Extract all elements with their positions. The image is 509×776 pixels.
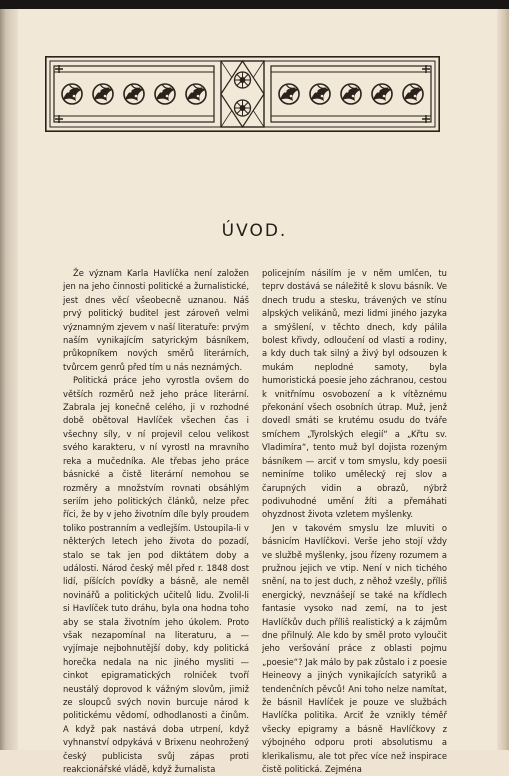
acanthus-leaf-icon <box>62 84 82 104</box>
page-right-edge <box>497 9 509 750</box>
book-binding-shadow <box>0 9 18 750</box>
acanthus-leaf-icon <box>186 84 206 104</box>
rosette-icon <box>235 100 251 116</box>
paragraph: Že význam Karla Havlíčka není založen jen na jeho činnosti politické a žurnalistické, jest dnes věcí všeobecně uznanou. Náš prvý politický buditel jest zároveň velmi významným zjevem v naší literatuře: prvým naším vynikajícím satyrickým básníkem, průkopníkem nových směrů literárních, tvůrcem genrů před tím u nás neznámých. <box>63 268 249 372</box>
page-title: ÚVOD. <box>221 221 288 241</box>
ornamental-headpiece <box>45 56 440 132</box>
acanthus-leaf-icon <box>341 84 361 104</box>
acanthus-leaf-icon <box>310 84 330 104</box>
acanthus-leaf-icon <box>124 84 144 104</box>
scan-top-edge <box>0 0 509 9</box>
acanthus-leaf-icon <box>279 84 299 104</box>
acanthus-leaf-icon <box>155 84 175 104</box>
text-column-right <box>262 267 447 776</box>
acanthus-leaf-icon <box>93 84 113 104</box>
text-column-left <box>63 267 249 776</box>
acanthus-leaf-icon <box>372 84 392 104</box>
acanthus-leaf-icon <box>403 84 423 104</box>
paragraph: Politická práce jeho vyrostla ovšem do větších rozměrů než jeho práce literární. Zabrala jej konečně celého, ji v rozhodné době obětoval Havlíček všechen čas i všechny síly, v ní projevil celou velikost svého karakteru, v ní vyrostl na mravního reka a mučedníka. Ale třebas jeho práce básnické a čistě literární nemohou se rozměry a množstvím rovnati obsáhlým seriím jeho politických článků, nelze přec říci, že by v jeho životním díle byly proudem toliko postranním a vedlejším. Ustoupila-li v některých letech jeho života do pozadí, stalo se tak jen pod diktátem doby a události. Národ český měl před r. 1848 dost lidí, píšících povídky a básně, ale neměl novinářů a politických učitelů lidu. Zvolil-li si Havlíček tuto dráhu, byla ona hodna toho aby se stala životním jeho úkolem. Proto však nezapomínal na literaturu, a — vyjímaje nejbohnutější doby, kdy politická horečka nedala na nic jiného mysliti — cinkot epigramatických rolniček tvoří neustálý doprovod k vážným slovům, jimiž ze sloupců svých novin burcuje národ k politickému vědomí, odhodlanosti a činům. A když pak nastává doba utrpení, když vyhnanství odpykává v Brixenu neohrožený český publicista svůj zápas proti reakcionářské vládě, když žurnalista <box>63 375 249 775</box>
paragraph: policejním násilím je v něm umlčen, tu teprv dostává se náležitě k slovu básník. Ve dnech trudu a stesku, trávených ve stínu alpských velikánů, mezi lidmi jiného jazyka a smýšlení, v těchto dnech, kdy pálila bolest křivdy, odloučení od vlasti a rodiny, a kdy duch tak silný a živý byl odsouzen k mukám neplodné samoty, byla humoristická poesie jeho záchranou, cestou k vnitřnímu osvobození a k vítěznému překonání všech osobních útrap. Muž, jenž dovedl smáti se krutému osudu do tváře smíchem „Tyrolských elegií“ a „Křtu sv. Vladimíra“, tento muž byl dojista rozeným básníkem — arciť v tom smyslu, kdy poesii neminíme toliko umělecký rej slov a čarupných vidin a obrazů, nýbrž podivuhodné umění žíti a přemáhati ohyzdnost života vzletem myšlenky. <box>262 268 447 520</box>
rosette-icon <box>235 72 251 88</box>
paragraph: Jen v takovém smyslu lze mluviti o básnicím Havlíčkovi. Verše jeho stojí vždy ve službě myšlenky, jsou řízeny rozumem a pružnou jejich ve vtip. Není v nich tichého snění, na to jest duch, z něhož vzešly, příliš energický, nevznášejí se také na křídlech fantasie vysoko nad zemí, na to jest Havlíčkův duch příliš realistický a k zájmům dne přilnulý. Ale kdo by směl proto vyloučit jeho veršování práce z oblasti pojmu „poesie“? Jak málo by pak zůstalo i z poesie Heineovy a jiných vynikajících satyriků a tendenčních pěvců! Ani toho nelze namítat, že básnil Havlíček je pouze ve službách Havlíčka politika. Arciť že vznikly téměř všecky epigramy a básně Havlíčkovy z výbojného odporu proti absolutismu a klerikalismu, ale tot přec více než inspirace čistě politická. Zejména <box>262 522 447 775</box>
